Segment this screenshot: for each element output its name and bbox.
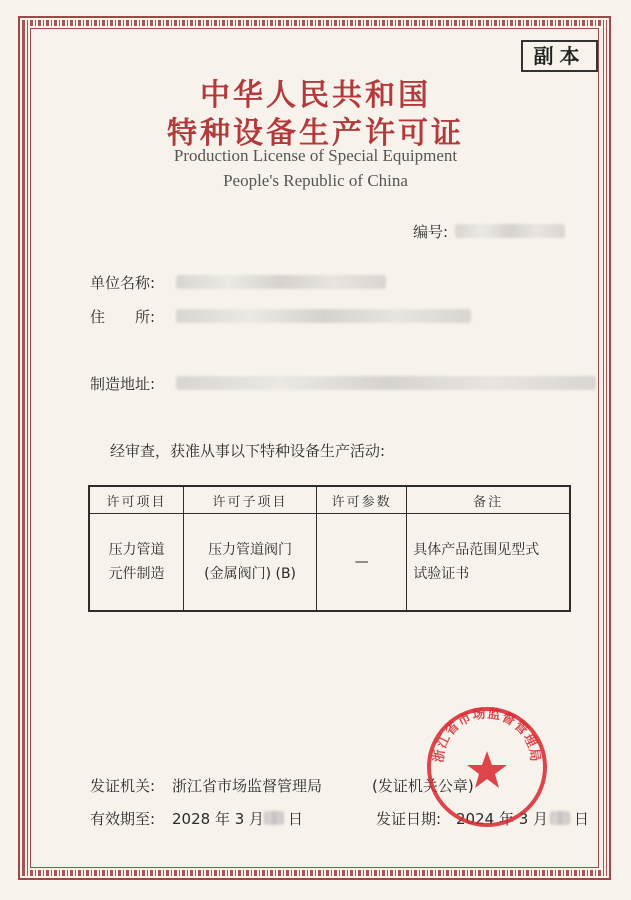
official-seal-icon (425, 705, 549, 829)
issue-label: 发证日期: (376, 810, 442, 828)
unit-label: 单位名称: (90, 274, 156, 292)
note-line2: 试验证书 (413, 566, 470, 582)
permit-table (88, 485, 571, 612)
valid-label: 有效期至: (90, 810, 156, 828)
title-cn-line1: 中华人民共和国 (200, 78, 431, 113)
title-en-line2: People's Republic of China (223, 171, 408, 190)
issuer-seal-note: (发证机关公章) (372, 777, 474, 795)
item-line1: 压力管道 (108, 542, 165, 558)
copy-mark: 副本 (521, 40, 598, 72)
issue-day-redacted (550, 811, 570, 825)
cell-note (407, 514, 570, 612)
header-note: 备注 (407, 486, 570, 514)
table-row (89, 514, 570, 612)
valid-date: 2028 年 3 月 (172, 810, 265, 828)
valid-day-redacted (264, 811, 284, 825)
note-line1: 具体产品范围见型式 (413, 542, 540, 558)
header-param: 许可参数 (317, 486, 407, 514)
issue-date: 2024 年 3 月 (456, 810, 549, 828)
unit-redacted (176, 275, 386, 289)
sub-line2: (金属阀门) (B) (204, 566, 297, 582)
item-line2: 元件制造 (108, 566, 165, 582)
address-label: 住 所: (90, 308, 156, 326)
intro-text: 经审查，获准从事以下特种设备生产活动: (110, 442, 386, 460)
manufacture-label: 制造地址: (90, 375, 156, 393)
table-header-row (89, 486, 570, 514)
header-sub-item: 许可子项目 (184, 486, 317, 514)
title-cn-line2: 特种设备生产许可证 (167, 116, 464, 151)
issuer-label: 发证机关: (90, 777, 156, 795)
cell-sub-item (184, 514, 317, 612)
number-redacted (455, 224, 565, 238)
cell-item (89, 514, 184, 612)
issuer-name: 浙江省市场监督管理局 (172, 777, 323, 795)
address-redacted (176, 309, 471, 323)
valid-day-suffix: 日 (288, 810, 304, 828)
sub-line1: 压力管道阀门 (208, 542, 293, 558)
title-en-line1: Production License of Special Equipment (173, 146, 458, 165)
header-item: 许可项目 (89, 486, 184, 514)
cell-param: — (317, 514, 407, 612)
seal-text: 浙江省市场监督管理局 (431, 706, 543, 764)
manufacture-redacted (176, 376, 596, 390)
issue-day-suffix: 日 (574, 810, 590, 828)
number-label: 编号: (413, 223, 449, 241)
